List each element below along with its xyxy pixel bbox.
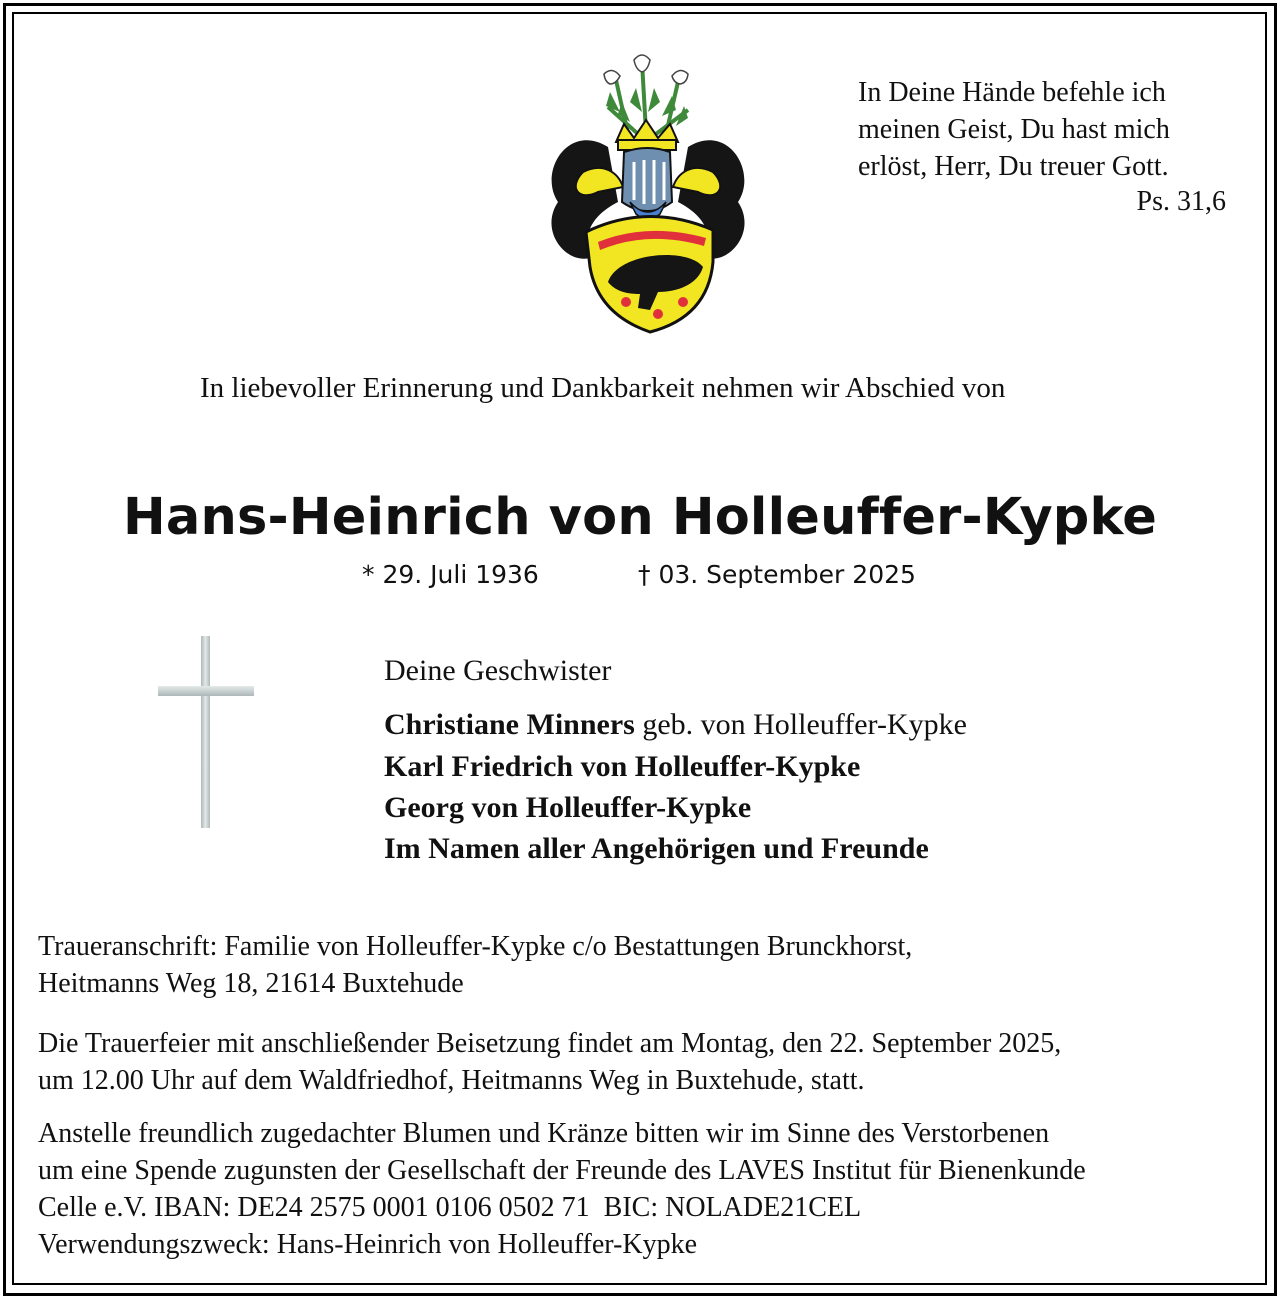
death-date: † 03. September 2025 — [638, 560, 916, 589]
mourner-name: Georg von Holleuffer-Kypke — [384, 791, 752, 824]
psalm-verse — [858, 74, 1170, 185]
donation-line: um eine Spende zugunsten der Gesellschaft der Freunde des LAVES Institut für Bienenkunde — [38, 1155, 1086, 1186]
mourner-suffix: geb. von Holleuffer-Kypke — [634, 708, 967, 741]
deceased-name: Hans-Heinrich von Holleuffer-Kypke — [122, 488, 1158, 547]
donation-info — [38, 1115, 1086, 1263]
birth-date: * 29. Juli 1936 — [362, 560, 539, 589]
psalm-line: erlöst, Herr, Du treuer Gott. — [858, 151, 1169, 182]
donation-line: Anstelle freundlich zugedachter Blumen und Kränze bitten wir im Sinne des Verstorbenen — [38, 1118, 1050, 1149]
address-line: Heitmanns Weg 18, 21614 Buxtehude — [38, 968, 464, 999]
ceremony-line: um 12.00 Uhr auf dem Waldfriedhof, Heitmanns Weg in Buxtehude, statt. — [38, 1065, 865, 1096]
donation-line: Celle e.V. IBAN: DE24 2575 0001 0106 0502 71 BIC: NOLADE21CEL — [38, 1192, 862, 1223]
ceremony-line: Die Trauerfeier mit anschließender Beisetzung findet am Montag, den 22. September 2025, — [38, 1028, 1062, 1059]
mourning-address — [38, 928, 912, 1002]
ceremony-info — [38, 1025, 1061, 1099]
donation-line: Verwendungszweck: Hans-Heinrich von Holleuffer-Kypke — [38, 1229, 698, 1260]
psalm-line: meinen Geist, Du hast mich — [858, 114, 1170, 145]
psalm-reference: Ps. 31,6 — [1136, 186, 1226, 217]
mourner-line — [384, 708, 967, 742]
psalm-line: In Deine Hände befehle ich — [858, 77, 1166, 108]
mourner-name: Karl Friedrich von Holleuffer-Kypke — [384, 750, 861, 783]
coat-of-arms-icon — [538, 52, 758, 337]
mourner-name: Im Namen aller Angehörigen und Freunde — [384, 832, 929, 865]
cross-icon — [156, 634, 256, 830]
mourners-heading: Deine Geschwister — [384, 654, 612, 687]
address-line: Traueranschrift: Familie von Holleuffer-Kypke c/o Bestattungen Brunckhorst, — [38, 931, 913, 962]
mourner-name: Christiane Minners — [384, 708, 635, 741]
intro-text: In liebevoller Erinnerung und Dankbarkeit nehmen wir Abschied von — [200, 372, 1006, 404]
